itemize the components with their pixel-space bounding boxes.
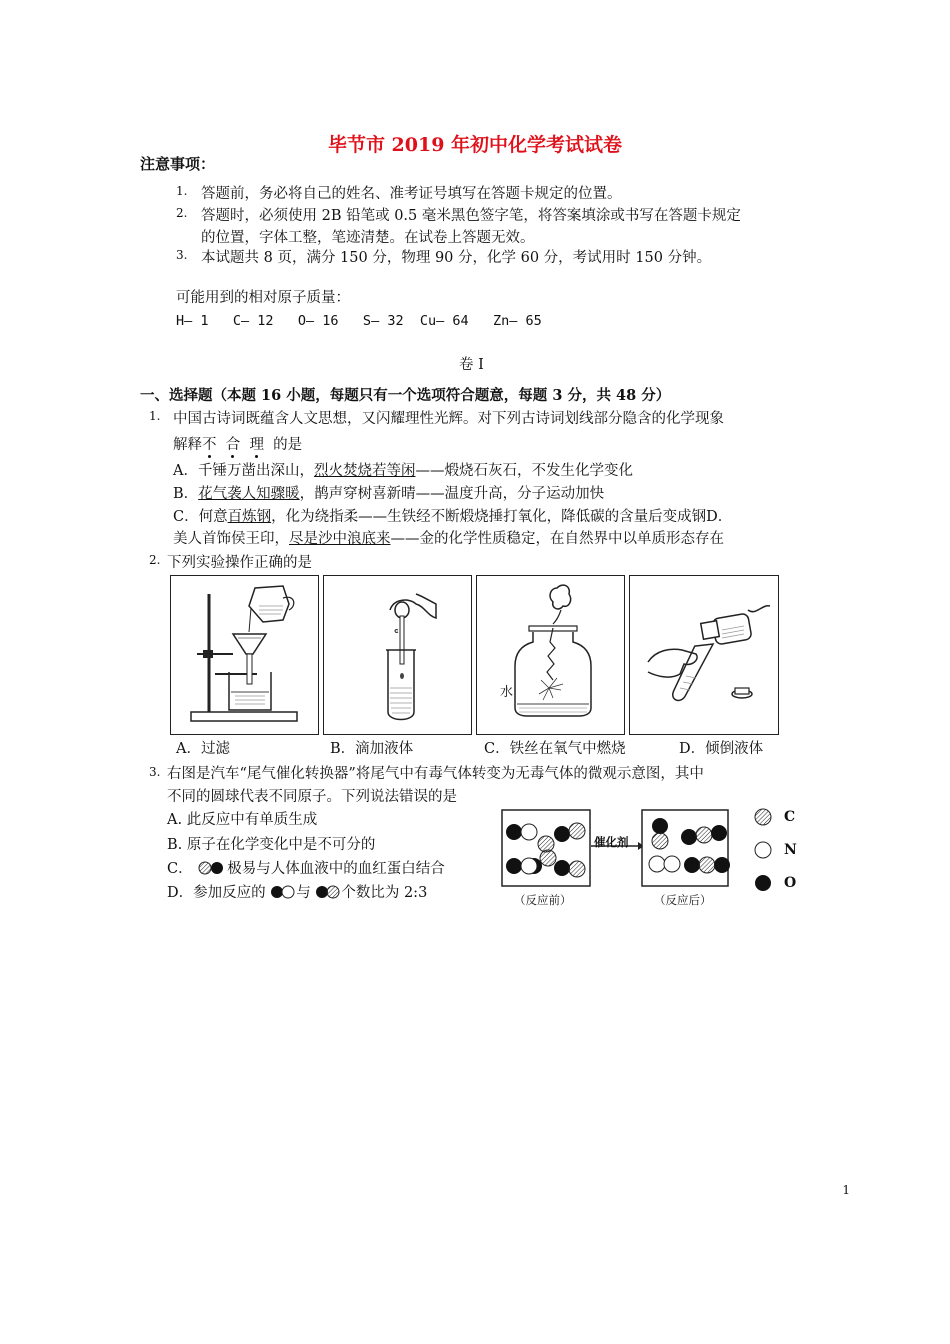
legend-n: N: [784, 842, 797, 858]
figure-pouring: [629, 575, 779, 735]
atom-legend-icons: [752, 806, 774, 896]
q1-option-c[interactable]: C．何意百炼钢，化为绕指柔——生铁经不断煅烧捶打氧化，降低碳的含量后变成钢D．: [173, 509, 733, 525]
atomic-masses: H— 1 C— 12 O— 16 S— 32 Cu— 64 Zn— 65: [176, 313, 542, 329]
iron-combustion-illustration: [477, 576, 624, 734]
pouring-illustration: [630, 576, 778, 734]
catalyst-label: 催化剂: [594, 835, 629, 849]
after-label: （反应后）: [654, 893, 712, 907]
q1-stem-line2: 解释不 合 理 的是: [173, 437, 303, 453]
page-title: 毕节市 2019 年初中化学考试试卷: [327, 134, 623, 156]
nitrogen-atom-icon: [755, 842, 771, 858]
notice-item-2-cont: 的位置，字体工整，笔迹清楚。在试卷上答题无效。: [201, 230, 535, 246]
q3-option-d[interactable]: D．参加反应的 与 个数比为 2:3: [167, 885, 428, 901]
no-molecule-icon: [270, 885, 296, 899]
q3-number: 3.: [149, 765, 161, 779]
q1-option-b[interactable]: B．花气袭人知骤暖，鹊声穿树喜新晴——温度升高，分子运动加快: [173, 486, 605, 502]
q1-number: 1.: [149, 409, 161, 423]
q3-option-a[interactable]: A. 此反应中有单质生成: [167, 812, 318, 828]
filtration-illustration: [171, 576, 318, 734]
q3-option-c[interactable]: C． 极易与人体血液中的血红蛋白结合: [167, 861, 445, 877]
legend-c: C: [784, 809, 796, 825]
water-label: 水: [500, 685, 514, 700]
page-number: 1: [842, 1183, 850, 1197]
q2-option-b[interactable]: B．滴加液体: [330, 741, 414, 757]
notice-item-2: 答题时，必须使用 2B 铅笔或 0.5 毫米黑色签字笔，将答案填涂或书写在答题卡规定: [201, 208, 741, 224]
figure-iron-combustion: [476, 575, 625, 735]
notice-num-2: 2.: [176, 206, 188, 220]
section-heading: 一、选择题（本题 16 小题，每题只有一个选项符合题意，每题 3 分，共 48 分）: [140, 387, 671, 404]
volume-label: 卷 I: [459, 357, 484, 373]
q2-option-c[interactable]: C．铁丝在氧气中燃烧: [484, 741, 626, 757]
notice-item-1: 答题前，务必将自己的姓名、准考证号填写在答题卡规定的位置。: [201, 186, 622, 202]
q1-stem: 中国古诗词既蕴含人文思想，又闪耀理性光辉。对下列古诗词划线部分隐含的化学现象: [173, 411, 724, 427]
q2-option-d[interactable]: D．倾倒液体: [679, 741, 764, 757]
notice-num-3: 3.: [176, 248, 188, 262]
q2-option-a[interactable]: A．过滤: [176, 741, 230, 757]
figure-dropper: [323, 575, 472, 735]
q1-option-d[interactable]: 美人首饰侯王印，尽是沙中浪底来——金的化学性质稳定，在自然界中以单质形态存在: [173, 531, 724, 547]
figure-filtration: [170, 575, 319, 735]
notice-heading: 注意事项：: [140, 155, 216, 173]
q3-stem-line2: 不同的圆球代表不同原子。下列说法错误的是: [167, 789, 457, 805]
q1-option-a[interactable]: A．千锤万凿出深山，烈火焚烧若等闲——煅烧石灰石，不发生化学变化: [173, 463, 633, 479]
notice-item-3: 本试题共 8 页，满分 150 分，物理 90 分，化学 60 分，考试用时 150 分钟。: [201, 250, 712, 266]
co-molecule-icon: [197, 861, 227, 875]
q2-stem: 下列实验操作正确的是: [167, 555, 312, 571]
oxygen-atom-icon: [755, 875, 771, 891]
co-molecule-icon-2: [315, 885, 341, 899]
dropper-illustration: [324, 576, 471, 734]
mass-label: 可能用到的相对原子质量：: [176, 290, 350, 306]
q2-number: 2.: [149, 553, 161, 567]
notice-num-1: 1.: [176, 184, 188, 198]
carbon-atom-icon: [755, 809, 771, 825]
before-label: （反应前）: [514, 893, 572, 907]
q3-stem: 右图是汽车“尾气催化转换器”将尾气中有毒气体转变为无毒气体的微观示意图，其中: [167, 766, 704, 782]
legend-o: O: [784, 875, 797, 891]
q3-option-b[interactable]: B. 原子在化学变化中是不可分的: [167, 837, 376, 853]
